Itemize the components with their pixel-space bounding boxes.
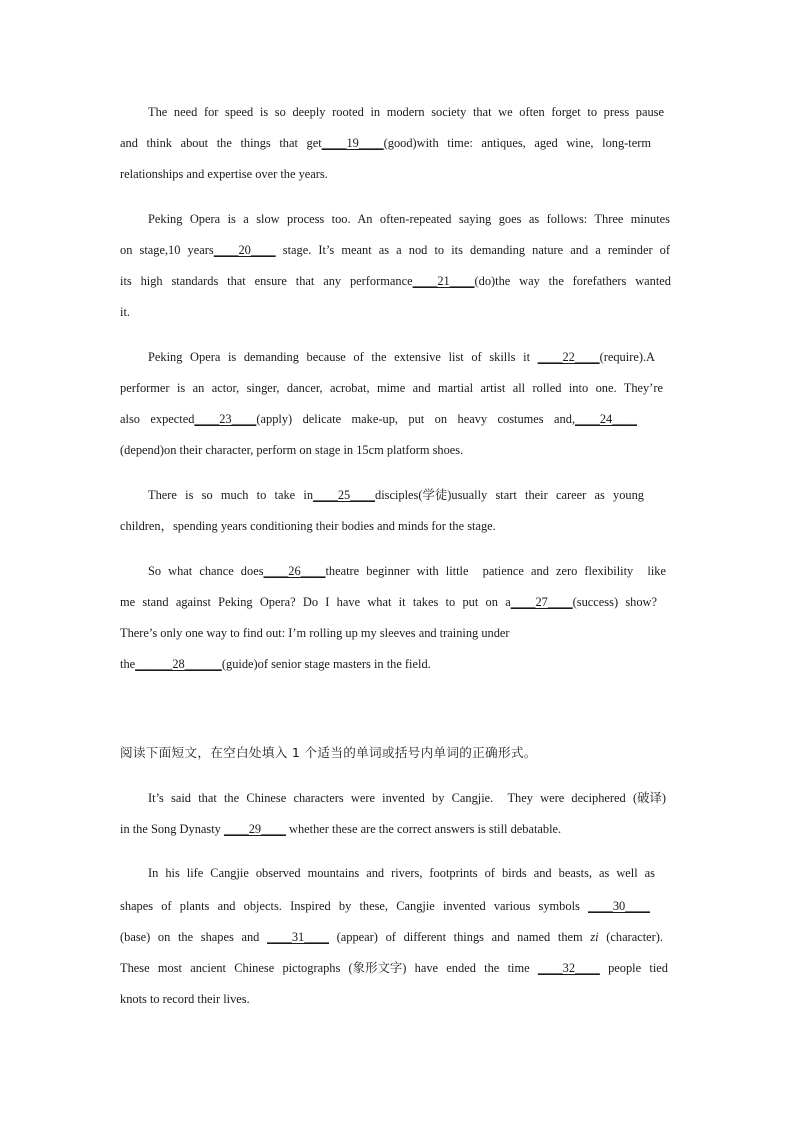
text-run: disciples(学徒)usually start their career as young bbox=[375, 488, 644, 502]
text-run: (depend)on their character, perform on stage in 15cm platform shoes. bbox=[120, 443, 464, 457]
text-line bbox=[120, 656, 431, 672]
text-run: In his life Cangjie observed mountains and rivers, footprints of birds and beasts, as well as bbox=[148, 866, 655, 880]
text-run: (do)the way the forefathers wanted bbox=[474, 274, 671, 288]
text-line bbox=[148, 563, 666, 579]
answer-blank: ____23____ bbox=[194, 412, 257, 426]
text-line bbox=[148, 865, 655, 881]
text-run: also expected bbox=[120, 412, 195, 426]
text-line bbox=[120, 242, 670, 258]
answer-blank: ____22____ bbox=[537, 350, 600, 364]
answer-blank: ____32____ bbox=[537, 961, 600, 975]
answer-blank: ____27____ bbox=[510, 595, 573, 609]
text-run: These most ancient Chinese pictographs (象形文字) have ended the time bbox=[120, 961, 538, 975]
text-run: (guide)of senior stage masters in the field. bbox=[221, 657, 431, 671]
text-line bbox=[120, 273, 671, 289]
text-run: its high standards that ensure that any performance bbox=[120, 274, 413, 288]
text-run: shapes of plants and objects. Inspired by these, Cangjie invented various symbols bbox=[120, 899, 589, 913]
text-run: (good)with time: antiques, aged wine, long-term bbox=[383, 136, 651, 150]
text-run: So what chance does bbox=[148, 564, 264, 578]
text-run: relationships and expertise over the years. bbox=[120, 167, 328, 181]
text-line bbox=[120, 929, 663, 945]
text-line bbox=[148, 790, 666, 806]
answer-blank: ____29____ bbox=[223, 822, 286, 836]
italic-term: zi bbox=[590, 930, 599, 944]
text-line bbox=[120, 625, 510, 641]
text-line bbox=[148, 211, 670, 227]
text-run: stage. It’s meant as a nod to its demanding nature and a reminder of bbox=[275, 243, 670, 257]
text-run: on stage,10 years bbox=[120, 243, 214, 257]
text-run: me stand against Peking Opera? Do I have what it takes to put on a bbox=[120, 595, 511, 609]
text-line bbox=[120, 380, 663, 396]
answer-blank: ____24____ bbox=[575, 412, 637, 426]
text-run: Peking Opera is demanding because of the extensive list of skills it bbox=[148, 350, 538, 364]
text-line bbox=[120, 135, 651, 151]
text-run: it. bbox=[120, 305, 130, 319]
text-run: people tied bbox=[599, 961, 668, 975]
text-line bbox=[120, 898, 650, 914]
answer-blank: ____31____ bbox=[267, 930, 329, 944]
text-line bbox=[120, 411, 637, 427]
text-run: (require).A bbox=[599, 350, 655, 364]
answer-blank: ____21____ bbox=[412, 274, 475, 288]
text-run: The need for speed is so deeply rooted in modern society that we often forget to press pause bbox=[148, 105, 664, 119]
answer-blank: ____20____ bbox=[213, 243, 276, 257]
text-line bbox=[148, 349, 655, 365]
text-run: children，spending years conditioning their bodies and minds for the stage. bbox=[120, 519, 496, 533]
text-line bbox=[120, 594, 657, 610]
text-line bbox=[120, 991, 250, 1007]
text-run: theatre beginner with little patience and zero flexibility like bbox=[325, 564, 666, 578]
text-run: the bbox=[120, 657, 136, 671]
section-heading: 阅读下面短文，在空白处填入 1 个适当的单词或括号内单词的正确形式。 bbox=[120, 745, 537, 760]
text-run: (appear) of different things and named them bbox=[329, 930, 591, 944]
answer-blank: ____30____ bbox=[588, 899, 650, 913]
answer-blank: ____26____ bbox=[263, 564, 326, 578]
text-run: (success) show? bbox=[572, 595, 657, 609]
text-line bbox=[120, 166, 328, 182]
text-run: performer is an actor, singer, dancer, acrobat, mime and martial artist all rolled into one. They’re bbox=[120, 381, 663, 395]
answer-blank: ____25____ bbox=[313, 488, 376, 502]
text-line bbox=[148, 487, 644, 503]
text-run: (apply) delicate make-up, put on heavy costumes and, bbox=[256, 412, 576, 426]
text-run: (base) on the shapes and bbox=[120, 930, 268, 944]
text-run: whether these are the correct answers is still debatable. bbox=[285, 822, 562, 836]
text-line bbox=[148, 104, 664, 120]
text-line bbox=[120, 304, 130, 320]
text-line bbox=[120, 442, 463, 458]
text-run: knots to record their lives. bbox=[120, 992, 250, 1006]
text-run: There’s only one way to find out: I’m rolling up my sleeves and training under bbox=[120, 626, 510, 640]
text-line bbox=[120, 518, 496, 534]
text-run: It’s said that the Chinese characters were invented by Cangjie. They were deciphered (破译) bbox=[148, 791, 666, 805]
text-line bbox=[120, 821, 561, 837]
text-line bbox=[120, 960, 668, 976]
text-run: Peking Opera is a slow process too. An often-repeated saying goes as follows: Three minutes bbox=[148, 212, 670, 226]
text-run: (character). bbox=[598, 930, 663, 944]
answer-blank: ______28______ bbox=[135, 657, 222, 671]
text-run: There is so much to take in bbox=[148, 488, 314, 502]
text-run: and think about the things that get bbox=[120, 136, 322, 150]
text-run: in the Song Dynasty bbox=[120, 822, 224, 836]
answer-blank: ____19____ bbox=[321, 136, 384, 150]
